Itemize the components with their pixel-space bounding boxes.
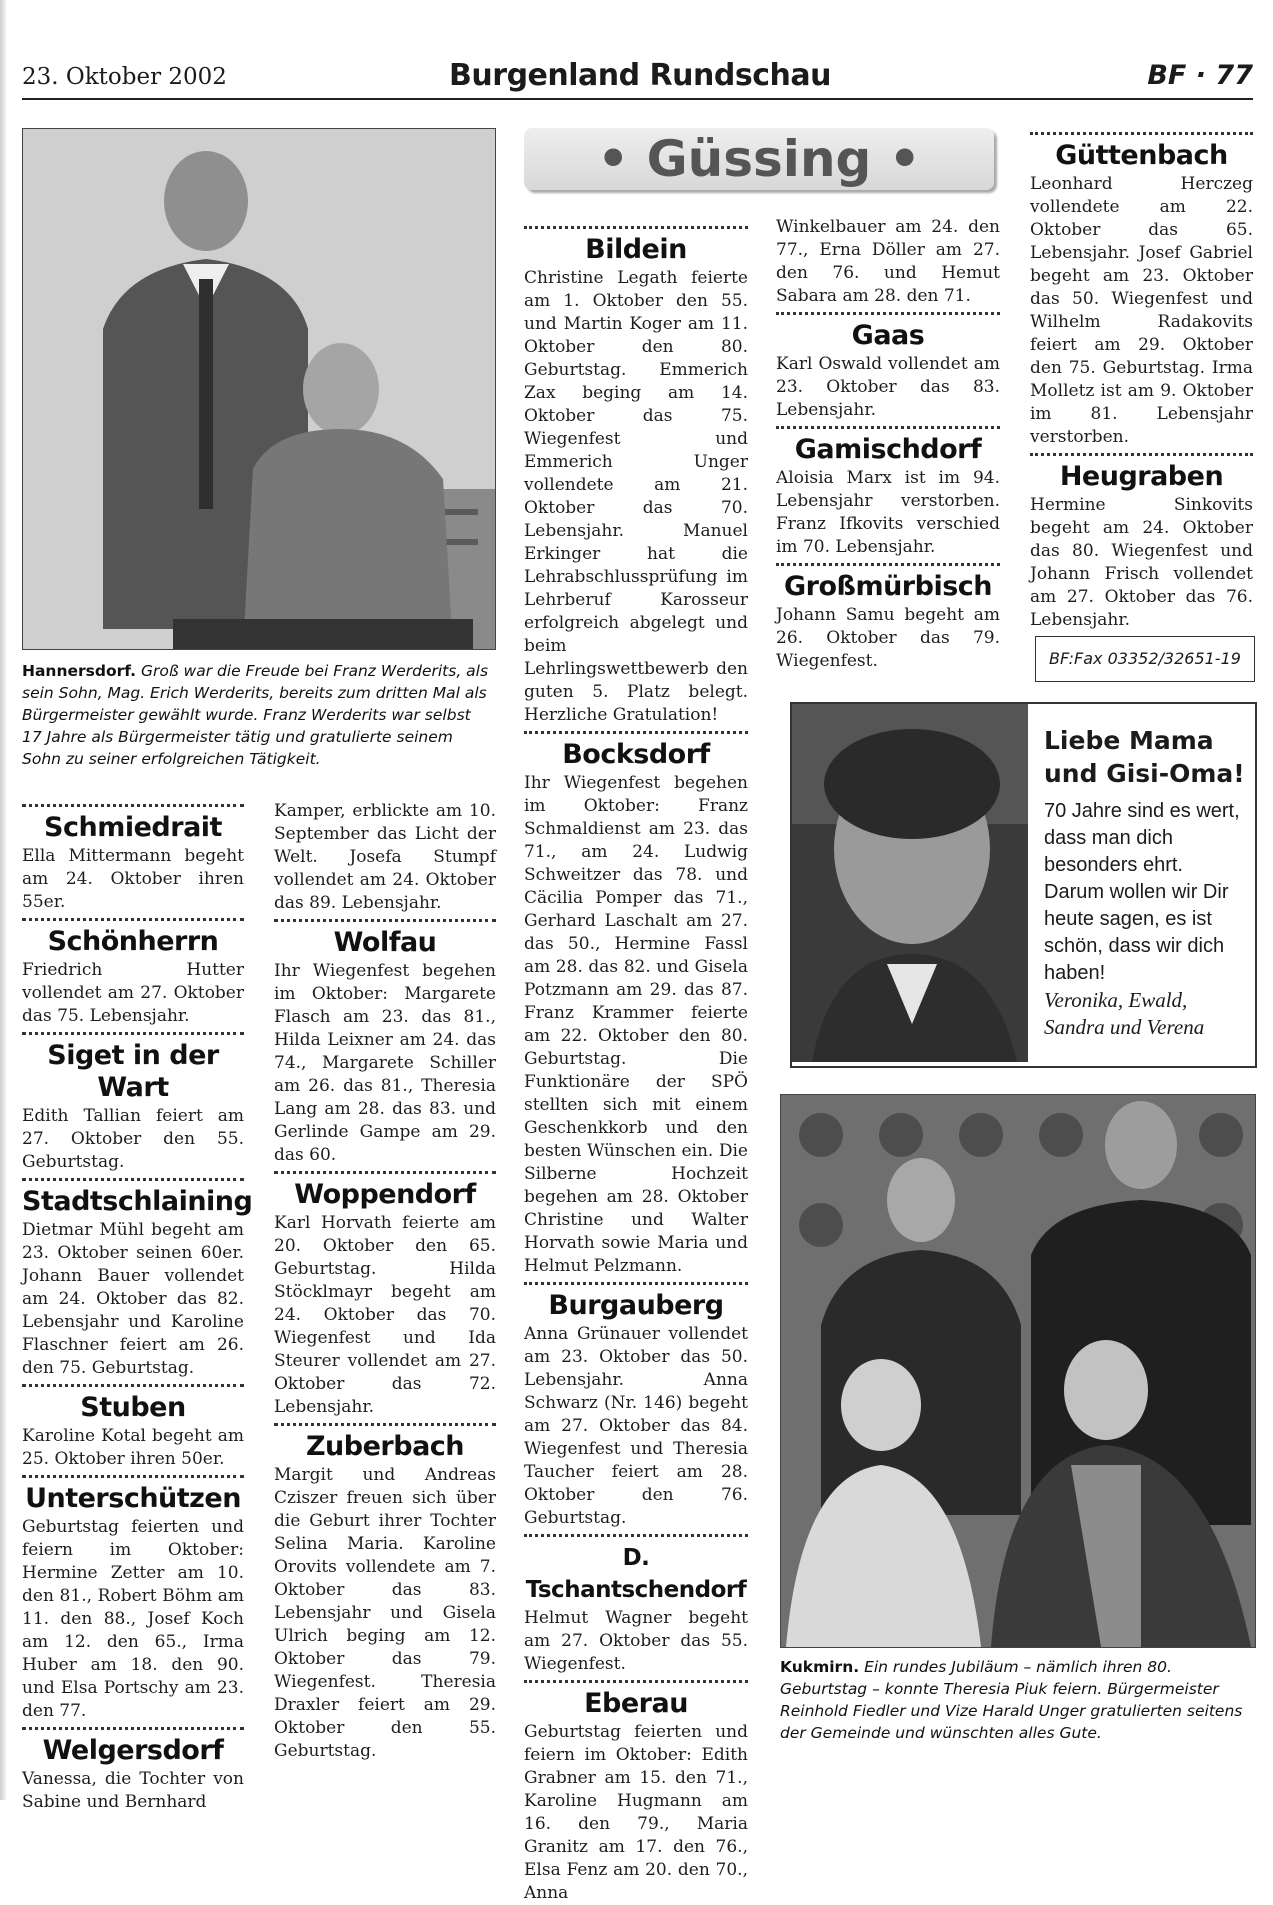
section-title: Eberau bbox=[584, 1688, 688, 1719]
section-title: Stadtschlaining bbox=[22, 1186, 253, 1217]
section-text: Margit und Andreas Cziszer freuen sich über die Geburt ihrer Tochter Selina Maria. Karoline Orovits vollendete am 7. Oktober das 83. Lebensjahr und Gisela Ulrich beging am 12. Oktober das 79. Wiegenfest. Theresia Draxler feiert am 29. Oktober den 55. Geburtstag. bbox=[274, 1465, 496, 1761]
column-1 bbox=[22, 800, 253, 1814]
section-divider bbox=[524, 1534, 748, 1537]
section-title: Heugraben bbox=[1059, 461, 1224, 492]
section-divider bbox=[524, 1680, 748, 1683]
section-text: Leonhard Herczeg vollendete am 22. Oktober das 65. Lebensjahr. Josef Gabriel begeht am 23. Oktober das 50. Wiegenfest und Wilhelm Radakovits feiert am 29. Oktober den 75. Geburtstag. Irma Molletz ist am 9. Oktober im 81. Lebensjahr verstorben. bbox=[1030, 174, 1253, 447]
section-text: Ihr Wiegenfest begehen im Oktober: Franz Schmaldienst am 23. das 71., am 24. Ludwig Schweitzer das 78. und Cäcilia Pomper das 71., Gerhard Laschalt am 27. das 50., Hermine Fassl am 28. das 82. und Gisela Potzmann am 29. das 87. Franz Krammer feierte am 22. Oktober den 80. Geburtstag. Die Funktionäre der SPÖ stellten sich mit einem Geschenkkorb und den besten Wünschen ein. Die Silberne Hochzeit begehen am 28. Oktober Christine und Walter Horvath sowie Maria und Helmut Pelzmann. bbox=[524, 773, 748, 1276]
section-text: Kamper, erblickte am 10. September das Licht der Welt. Josefa Stumpf vollendet am 24. Oktober das 89. Lebensjahr. bbox=[274, 801, 496, 913]
photo-hannersdorf bbox=[22, 128, 496, 650]
section-divider bbox=[274, 919, 496, 922]
section-text: Geburtstag feierten und feiern im Oktober: Edith Grabner am 15. den 71., Karoline Hugmann am 16. den 79., Maria Granitz am 17. den 76., Elsa Fenz am 20. den 70., Anna bbox=[524, 1722, 748, 1903]
section-text: Geburtstag feierten und feiern im Oktober: Hermine Zetter am 10. den 81., Robert Böhm am 11. den 88., Josef Koch am 12. den 65., Irma Huber am 18. den 90. und Elsa Portschy am 23. den 77. bbox=[22, 1517, 244, 1721]
section-divider bbox=[274, 1423, 496, 1426]
photo-kukmirn bbox=[780, 1094, 1256, 1648]
section-text: Anna Grünauer vollendet am 23. Oktober das 50. Lebensjahr. Anna Schwarz (Nr. 146) begeht am 27. Oktober das 84. Wiegenfest und Theresia Taucher feiert am 28. Oktober den 76. Geburtstag. bbox=[524, 1324, 748, 1528]
section-divider bbox=[274, 1171, 496, 1174]
section-title: Gamischdorf bbox=[794, 434, 982, 465]
column-5 bbox=[1030, 128, 1253, 632]
section-title: Wolfau bbox=[333, 927, 437, 958]
section-divider bbox=[1030, 132, 1253, 135]
greeting-signature: Veronika, Ewald, Sandra und Verena bbox=[1044, 988, 1205, 1039]
newspaper-title: Burgenland Rundschau bbox=[449, 58, 831, 93]
section-title: Schönherrn bbox=[47, 926, 219, 957]
section-divider bbox=[22, 804, 244, 807]
column-3 bbox=[524, 222, 748, 1905]
section-divider bbox=[524, 226, 748, 229]
caption-hannersdorf bbox=[22, 660, 494, 770]
section-divider bbox=[22, 918, 244, 921]
section-text: Helmut Wagner begeht am 27. Oktober das 55. Wiegenfest. bbox=[524, 1608, 748, 1674]
section-text: Vanessa, die Tochter von Sabine und Bernhard bbox=[22, 1769, 244, 1812]
section-text: Ihr Wiegenfest begehen im Oktober: Margarete Flasch am 23. das 81., Hilda Leixner am 24. das 74., Margarete Schiller am 26. das 81., Theresia Lang am 28. das 83. und Gerlinde Gampe am 29. das 60. bbox=[274, 961, 496, 1165]
section-title: Bocksdorf bbox=[562, 739, 710, 770]
section-title: Unterschützen bbox=[25, 1483, 241, 1514]
section-text: Winkelbauer am 24. den 77., Erna Döller am 27. den 76. und Hemut Sabara am 28. den 71. bbox=[776, 217, 1000, 306]
section-title: Güttenbach bbox=[1055, 140, 1228, 171]
greeting-line: 70 Jahre sind es wert, dass man dich besonders ehrt. bbox=[1044, 800, 1240, 876]
issue-date: 23. Oktober 2002 bbox=[22, 64, 227, 90]
page-number: BF · 77 bbox=[1147, 60, 1253, 91]
section-text: Johann Samu begeht am 26. Oktober das 79. Wiegenfest. bbox=[776, 605, 1000, 671]
fax-box: BF:Fax 03352/32651-19 bbox=[1035, 636, 1255, 682]
photo-hannersdorf-image bbox=[23, 129, 495, 649]
section-divider bbox=[22, 1384, 244, 1387]
section-text: Edith Tallian feiert am 27. Oktober den 55. Geburtstag. bbox=[22, 1106, 244, 1172]
section-text: Ella Mittermann begeht am 24. Oktober ihren 55er. bbox=[22, 846, 244, 912]
section-text: Karoline Kotal begeht am 25. Oktober ihren 50er. bbox=[22, 1426, 244, 1469]
region-banner: • Güssing • bbox=[524, 128, 994, 190]
section-title: Schmiedrait bbox=[44, 812, 222, 843]
section-title: D. Tschantschendorf bbox=[525, 1545, 747, 1603]
section-text: Hermine Sinkovits begeht am 24. Oktober das 80. Wiegenfest und Johann Frisch vollendet am 27. Oktober das 76. Lebensjahr. bbox=[1030, 495, 1253, 630]
section-divider bbox=[1030, 453, 1253, 456]
photo-kukmirn-image bbox=[781, 1095, 1255, 1647]
section-divider bbox=[524, 731, 748, 734]
section-divider bbox=[776, 426, 1000, 429]
greeting-portrait bbox=[792, 704, 1028, 1062]
section-title: Zuberbach bbox=[305, 1431, 465, 1462]
section-divider bbox=[524, 1282, 748, 1285]
greeting-text bbox=[1044, 724, 1249, 1041]
masthead-rule bbox=[22, 98, 1253, 100]
section-text: Karl Horvath feierte am 20. Oktober den 65. Geburtstag. Hilda Stöcklmayr begeht am 24. Oktober das 70. Wiegenfest und Ida Steurer vollendet am 27. Oktober das 72. Lebensjahr. bbox=[274, 1213, 496, 1417]
section-text: Karl Oswald vollendet am 23. Oktober das 83. Lebensjahr. bbox=[776, 354, 1000, 420]
section-title: Großmürbisch bbox=[784, 571, 992, 602]
greeting-headline: Liebe Mama und Gisi-Oma! bbox=[1044, 726, 1245, 788]
caption-text: Ein rundes Jubiläum – nämlich ihren 80. Geburtstag – konnte Theresia Piuk feiern. Bürgermeister Reinhold Fiedler und Vize Harald Unger gratulierten seitens der Gemeinde und wünschten alles Gute. bbox=[780, 1658, 1243, 1742]
section-text: Friedrich Hutter vollendet am 27. Oktober das 75. Lebensjahr. bbox=[22, 960, 244, 1026]
caption-place: Kukmirn. bbox=[780, 1658, 860, 1676]
section-divider bbox=[22, 1178, 244, 1181]
column-2 bbox=[274, 800, 496, 1763]
section-divider bbox=[22, 1727, 244, 1730]
section-text: Aloisia Marx ist im 94. Lebensjahr verstorben. Franz Ifkovits verschied im 70. Lebensjahr. bbox=[776, 468, 1000, 557]
section-text: Christine Legath feierte am 1. Oktober den 55. und Martin Koger am 11. Oktober den 80. Geburtstag. Emmerich Zax beging am 14. Oktober das 75. Wiegenfest und Emmerich Unger vollendete am 21. Oktober das 70. Lebensjahr. Manuel Erkinger hat die Lehrabschlussprüfung im Lehrberuf Karosseur erfolgreich abgelegt und beim Lehrlingswettbewerb den guten 5. Platz belegt. Herzliche Gratulation! bbox=[524, 268, 748, 725]
page-edge bbox=[0, 0, 6, 1800]
caption-place: Hannersdorf. bbox=[22, 662, 137, 680]
section-title: Siget in der Wart bbox=[47, 1040, 219, 1103]
section-divider bbox=[776, 312, 1000, 315]
section-title: Gaas bbox=[851, 320, 925, 351]
section-divider bbox=[22, 1032, 244, 1035]
section-divider bbox=[22, 1475, 244, 1478]
greeting-line: Darum wollen wir Dir heute sagen, es ist schön, dass wir dich haben! bbox=[1044, 881, 1229, 984]
section-divider bbox=[776, 563, 1000, 566]
section-title: Woppendorf bbox=[294, 1179, 476, 1210]
section-title: Welgersdorf bbox=[42, 1735, 224, 1766]
column-4 bbox=[776, 216, 1000, 673]
section-text: Dietmar Mühl begeht am 23. Oktober seinen 60er. Johann Bauer vollendet am 24. Oktober das 82. Lebensjahr und Karoline Flaschner feiert am 26. den 75. Geburtstag. bbox=[22, 1220, 244, 1378]
section-title: Stuben bbox=[80, 1392, 186, 1423]
caption-kukmirn bbox=[780, 1656, 1254, 1744]
section-title: Burgauberg bbox=[548, 1290, 724, 1321]
caption-text: Groß war die Freude bei Franz Werderits, als sein Sohn, Mag. Erich Werderits, bereits zum dritten Mal als Bürgermeister gewählt wurde. Franz Werderits war selbst 17 Jahre als Bürgermeister tätig und gratulierte seinem Sohn zu seiner erfolgreichen Tätigkeit. bbox=[22, 662, 489, 768]
section-title: Bildein bbox=[585, 234, 687, 265]
